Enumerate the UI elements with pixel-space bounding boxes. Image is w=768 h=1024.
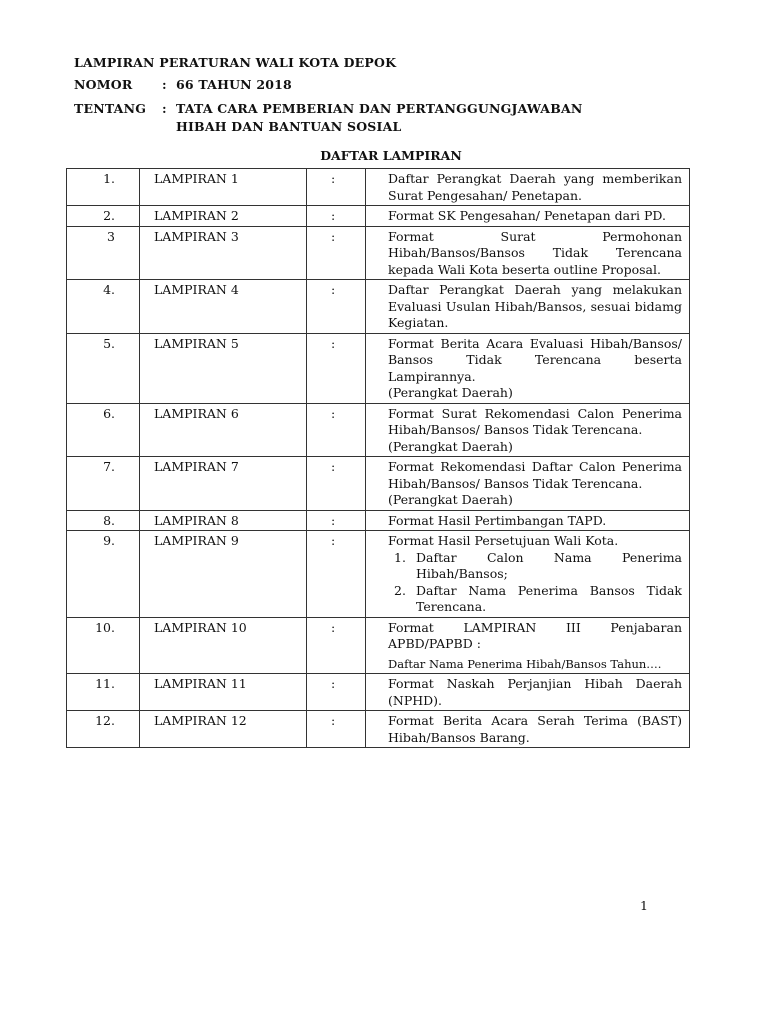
row-description <box>366 169 690 206</box>
row-lampiran: LAMPIRAN 9 <box>140 531 307 618</box>
table-row <box>67 617 690 674</box>
row-number: 9. <box>67 531 140 618</box>
row-lampiran: LAMPIRAN 10 <box>140 617 307 674</box>
row-number: 1. <box>67 169 140 206</box>
row-number: 8. <box>67 510 140 531</box>
description-text: Format Berita Acara Serah Terima (BAST) Hibah/Bansos Barang. <box>388 713 682 745</box>
sub-list-text: Daftar Nama Penerima Bansos Tidak Terencana. <box>416 582 682 614</box>
description-text: Daftar Perangkat Daerah yang melakukan Evaluasi Usulan Hibah/Bansos, sesuai bidamg Kegiatan. <box>388 282 682 330</box>
description-note: Daftar Nama Penerima Hibah/Bansos Tahun…. <box>388 656 662 671</box>
row-description <box>366 403 690 457</box>
nomor-separator: : <box>162 77 167 92</box>
row-lampiran: LAMPIRAN 12 <box>140 711 307 748</box>
row-lampiran: LAMPIRAN 8 <box>140 510 307 531</box>
list-title: DAFTAR LAMPIRAN <box>320 148 462 163</box>
row-description <box>366 617 690 674</box>
row-lampiran: LAMPIRAN 5 <box>140 333 307 403</box>
tentang-separator: : <box>162 101 167 116</box>
row-description <box>366 510 690 531</box>
row-colon: : <box>307 226 366 280</box>
description-text: Format Rekomendasi Daftar Calon Penerima Hibah/Bansos/ Bansos Tidak Terencana. <box>388 459 682 491</box>
description-owner: (Perangkat Daerah) <box>388 492 513 507</box>
sub-list-item <box>388 550 682 583</box>
tentang-value-line-1: TATA CARA PEMBERIAN DAN PERTANGGUNGJAWABAN <box>176 101 583 116</box>
row-description <box>366 280 690 334</box>
row-colon: : <box>307 711 366 748</box>
row-colon: : <box>307 280 366 334</box>
description-owner: (Perangkat Daerah) <box>388 385 513 400</box>
header-tentang-row <box>74 100 582 136</box>
sub-list-text: Daftar Calon Nama Penerima Hibah/Bansos; <box>416 549 682 581</box>
row-number: 2. <box>67 206 140 227</box>
description-text: Format Berita Acara Evaluasi Hibah/Bansos/ Bansos Tidak Terencana beserta Lampirannya. <box>388 335 682 384</box>
table-row <box>67 333 690 403</box>
table-row <box>67 531 690 618</box>
description-text: Format Surat Rekomendasi Calon Penerima Hibah/Bansos/ Bansos Tidak Terencana. <box>388 405 682 437</box>
row-colon: : <box>307 510 366 531</box>
page-number: 1 <box>640 898 648 913</box>
sub-list-number: 1. <box>394 549 406 565</box>
table-row <box>67 226 690 280</box>
row-colon: : <box>307 457 366 511</box>
row-colon: : <box>307 617 366 674</box>
table-row <box>67 510 690 531</box>
row-lampiran: LAMPIRAN 6 <box>140 403 307 457</box>
tentang-value-line-2: HIBAH DAN BANTUAN SOSIAL <box>176 119 402 134</box>
row-description <box>366 226 690 280</box>
row-lampiran: LAMPIRAN 1 <box>140 169 307 206</box>
row-colon: : <box>307 403 366 457</box>
row-lampiran: LAMPIRAN 7 <box>140 457 307 511</box>
sub-list-item <box>388 583 682 616</box>
row-description <box>366 333 690 403</box>
description-text: Format LAMPIRAN III Penjabaran APBD/PAPBD : <box>388 619 682 651</box>
tentang-value <box>176 100 582 136</box>
table-row <box>67 674 690 711</box>
row-colon: : <box>307 333 366 403</box>
row-number: 4. <box>67 280 140 334</box>
document-header <box>74 54 582 142</box>
header-nomor-row <box>74 76 582 94</box>
table-row <box>67 169 690 206</box>
table-row <box>67 280 690 334</box>
row-description <box>366 457 690 511</box>
nomor-label: NOMOR <box>74 77 133 92</box>
description-owner: (Perangkat Daerah) <box>388 438 513 454</box>
row-number: 3 <box>67 226 140 280</box>
table-row <box>67 206 690 227</box>
table-row <box>67 403 690 457</box>
row-description <box>366 206 690 227</box>
row-lampiran: LAMPIRAN 11 <box>140 674 307 711</box>
row-lampiran: LAMPIRAN 3 <box>140 226 307 280</box>
row-colon: : <box>307 206 366 227</box>
description-text: Format SK Pengesahan/ Penetapan dari PD. <box>388 208 666 223</box>
row-colon: : <box>307 531 366 618</box>
row-description <box>366 711 690 748</box>
header-title: LAMPIRAN PERATURAN WALI KOTA DEPOK <box>74 55 397 70</box>
sub-list-number: 2. <box>394 582 406 598</box>
row-number: 7. <box>67 457 140 511</box>
row-number: 11. <box>67 674 140 711</box>
row-description <box>366 674 690 711</box>
row-number: 6. <box>67 403 140 457</box>
row-description <box>366 531 690 618</box>
description-text: Daftar Perangkat Daerah yang memberikan Surat Pengesahan/ Penetapan. <box>388 171 682 203</box>
description-text: Format Hasil Persetujuan Wali Kota. <box>388 533 619 548</box>
description-text: Format Surat Permohonan Hibah/Bansos/Bansos Tidak Terencana kepada Wali Kota beserta outline Proposal. <box>388 228 682 277</box>
row-colon: : <box>307 169 366 206</box>
header-title-row <box>74 54 582 72</box>
table-row <box>67 711 690 748</box>
description-text: Format Naskah Perjanjian Hibah Daerah (NPHD). <box>388 676 682 708</box>
row-colon: : <box>307 674 366 711</box>
row-number: 10. <box>67 617 140 674</box>
nomor-value: 66 TAHUN 2018 <box>176 77 292 92</box>
table-row <box>67 457 690 511</box>
row-number: 12. <box>67 711 140 748</box>
row-number: 5. <box>67 333 140 403</box>
row-lampiran: LAMPIRAN 2 <box>140 206 307 227</box>
lampiran-table <box>66 168 690 748</box>
row-lampiran: LAMPIRAN 4 <box>140 280 307 334</box>
description-text: Format Hasil Pertimbangan TAPD. <box>388 512 607 528</box>
tentang-label: TENTANG <box>74 101 147 116</box>
